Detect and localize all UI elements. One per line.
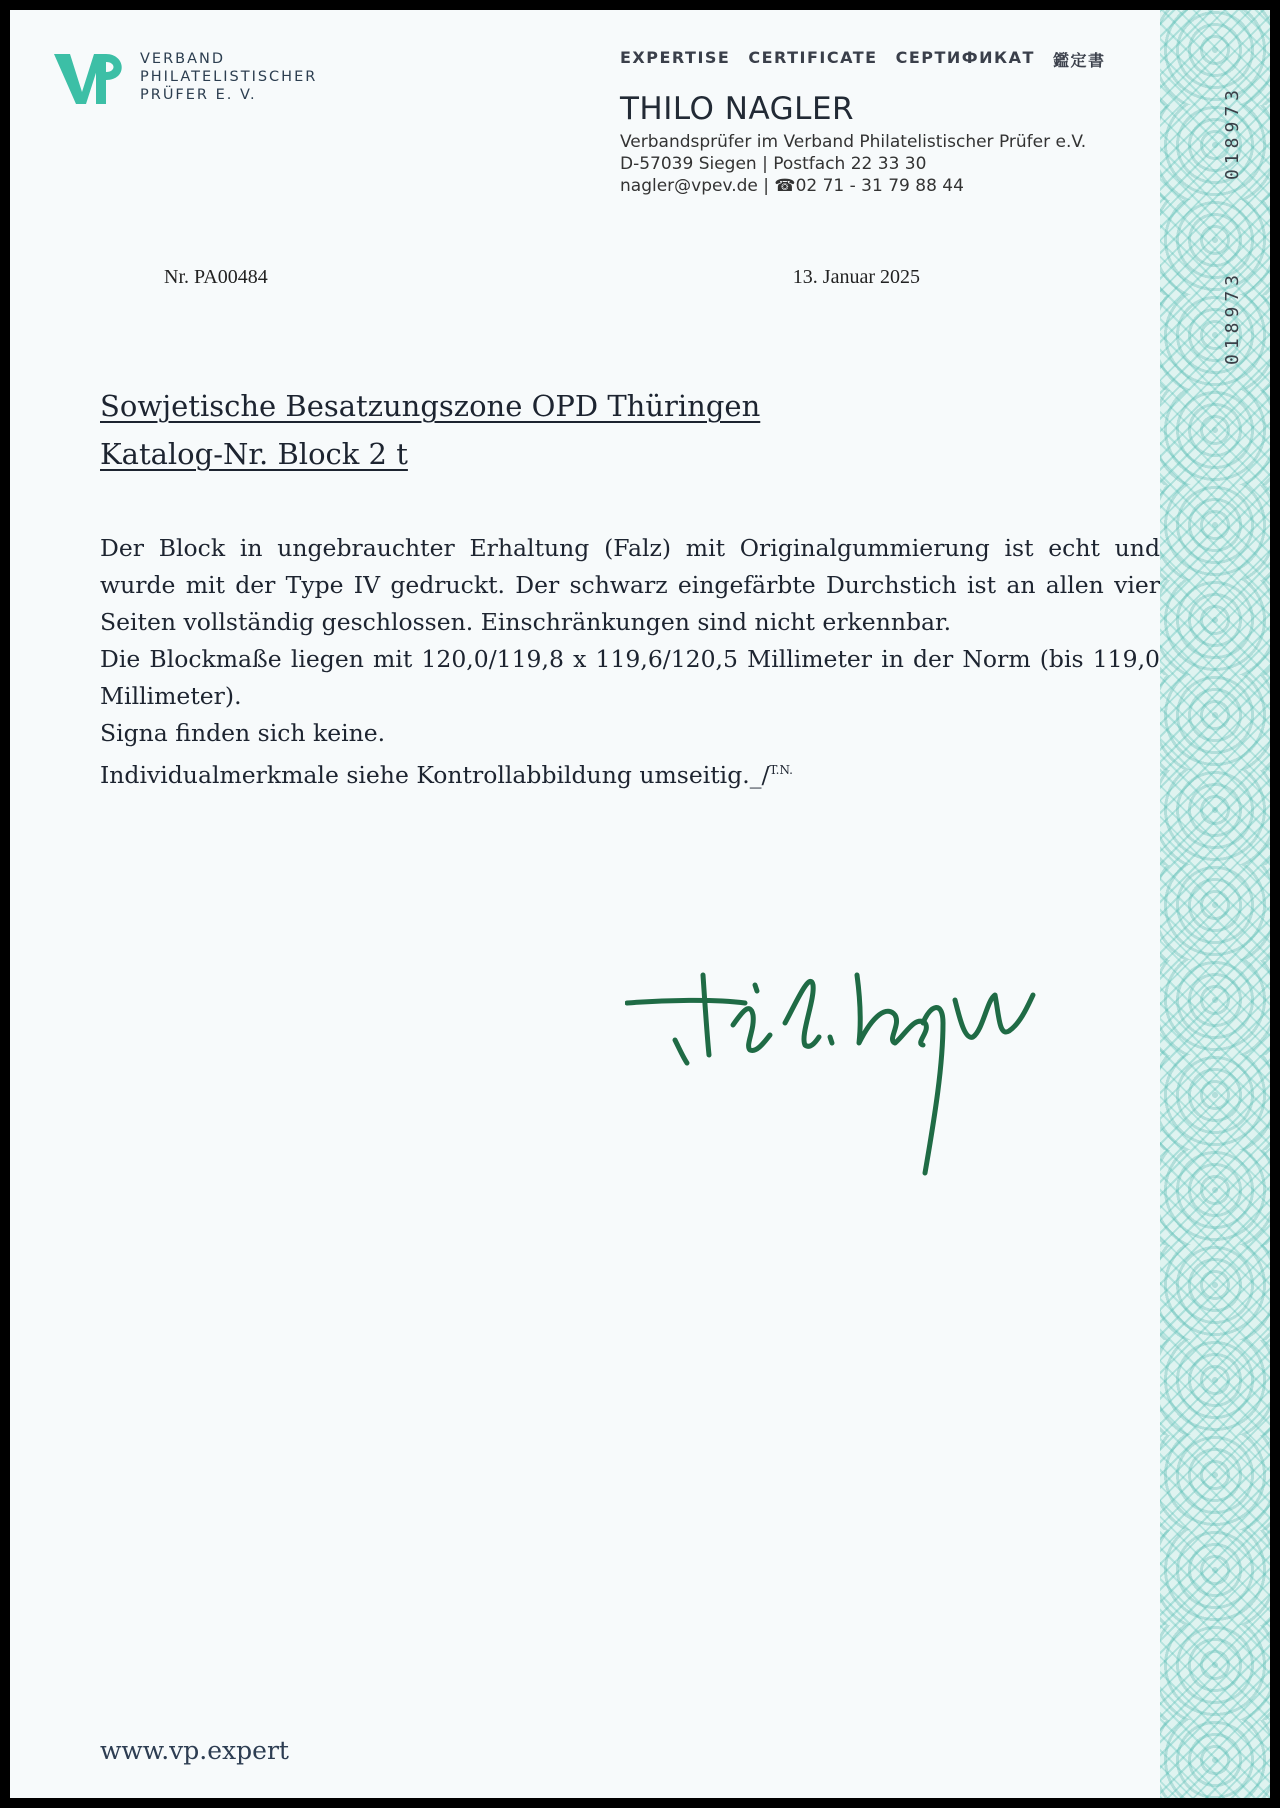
- body-paragraph-4-wrapper: [100, 752, 1160, 794]
- certificate-page: [10, 10, 1270, 1798]
- body-paragraph-3: Signa finden sich keine.: [100, 719, 386, 747]
- examiner-name: THILO NAGLER: [620, 91, 855, 127]
- organization-line-1: VERBAND: [140, 51, 226, 67]
- organization-line-2: PHILATELISTISCHER: [140, 69, 318, 85]
- certificate-number: Nr. PA00484: [164, 266, 268, 288]
- examiner-header: [620, 48, 1123, 197]
- body-paragraph-4: Individualmerkmale siehe Kontrollabbildung umseitig.: [100, 760, 750, 789]
- body-paragraph-1: Der Block in ungebrauchter Erhaltung (Falz) mit Originalgummierung ist echt und wurde mit der Type IV gedruckt. Der schwarz eingefärbte Durchstich ist an allen vier Seiten vollständig geschlossen. Einschränkungen sind nicht erkennbar.: [100, 534, 1160, 636]
- handwritten-signature: [625, 945, 1095, 1185]
- body-paragraph-2: Die Blockmaße liegen mit 120,0/119,8 x 119,6/120,5 Millimeter in der Norm (bis 119,0 Millimeter).: [100, 645, 1160, 710]
- examiner-address: D-57039 Siegen | Postfach 22 33 30: [620, 154, 927, 174]
- serial-number-middle: 018973: [1222, 269, 1243, 365]
- examiner-contact: nagler@vpev.de | ☎02 71 - 31 79 88 44: [620, 176, 964, 196]
- certificate-date: 13. Januar 2025: [792, 266, 920, 288]
- subject-heading: [100, 382, 760, 478]
- word-kanteisho: 鑑定書: [1052, 51, 1106, 70]
- vp-logo: [50, 48, 317, 108]
- website-link[interactable]: www.vp.expert: [100, 1736, 289, 1765]
- serial-number-top: 018973: [1222, 84, 1243, 180]
- subject-line-1: Sowjetische Besatzungszone OPD Thüringen: [100, 389, 761, 423]
- examiner-role: Verbandsprüfer im Verband Philatelistischer Prüfer e.V.: [620, 132, 1087, 152]
- vp-logo-icon: [50, 48, 130, 108]
- security-band: [1160, 10, 1270, 1798]
- word-certificate: CERTIFICATE: [748, 48, 878, 67]
- subject-line-2: Katalog-Nr. Block 2 t: [100, 437, 408, 471]
- organization-line-3: PRÜFER E. V.: [140, 87, 257, 103]
- certificate-words: [620, 48, 1123, 71]
- initials-mark: [750, 761, 793, 789]
- word-expertise: EXPERTISE: [620, 48, 731, 67]
- organization-name: [140, 50, 317, 104]
- word-sertifikat: СЕРТИФИКАТ: [895, 48, 1035, 67]
- initials-stroke: _/: [749, 760, 770, 789]
- certificate-body: [100, 530, 1160, 794]
- initials-letters: T.N.: [769, 763, 793, 777]
